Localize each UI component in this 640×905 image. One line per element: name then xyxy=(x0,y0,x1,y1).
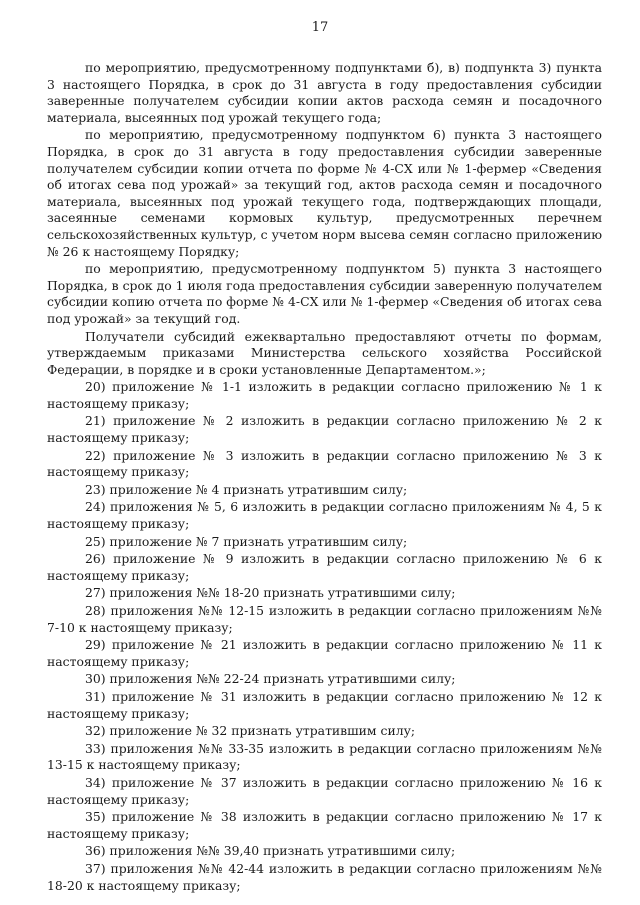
list-item-35: 35) приложение № 38 изложить в редакции согласно приложению № 17 к настоящему приказу; xyxy=(47,809,602,841)
list-item-20: 20) приложение № 1-1 изложить в редакции согласно приложению № 1 к настоящему приказу; xyxy=(47,379,602,411)
list-item-36: 36) приложения №№ 39,40 признать утратившими силу; xyxy=(85,843,456,859)
list-item-32: 32) приложение № 32 признать утратившим силу; xyxy=(85,723,416,739)
list-item-24: 24) приложения № 5, 6 изложить в редакции согласно приложениям № 4, 5 к настоящему приказу; xyxy=(47,499,602,532)
paragraph-2: по мероприятию, предусмотренному подпунктом 6) пункта 3 настоящего Порядка, в срок до 31 августа в году предоставления субсидии заверенные получателем субсидии копии отчета по форме № 4-СХ или № 1-фермер «Сведения об итогах сева под урожай» за текущий год, актов расхода семян и посадочного материала, высеянных под урожай текущего года, подтверждающих площади, засеянные семенами кормовых культур, предусмотренных перечнем сельскохозяйственных культур, с учетом норм высева семян согласно приложению № 26 к настоящему Порядку; xyxy=(47,127,602,259)
list-item-25: 25) приложение № 7 признать утратившим силу; xyxy=(85,533,408,549)
paragraph-1: по мероприятию, предусмотренному подпунктами б), в) подпункта 3) пункта 3 настоящего Порядка, в срок до 31 августа в году предоставления субсидии заверенные получателем субсидии копии актов расхода семян и посадочного материала, высеянных под урожай текущего года; xyxy=(47,60,602,125)
list-item-27: 27) приложения №№ 18-20 признать утратившими силу; xyxy=(85,585,456,601)
list-item-30: 30) приложения №№ 22-24 признать утратившими силу; xyxy=(85,671,456,687)
list-item-37: 37) приложения №№ 42-44 изложить в редакции согласно приложениям №№ 18-20 к настоящему приказу; xyxy=(47,860,602,893)
list-item-22: 22) приложение № 3 изложить в редакции согласно приложению № 3 к настоящему приказу; xyxy=(47,447,602,480)
list-item-31: 31) приложение № 31 изложить в редакции согласно приложению № 12 к настоящему приказу; xyxy=(47,688,602,721)
list-item-28: 28) приложения №№ 12-15 изложить в редакции согласно приложениям №№ 7-10 к настоящему приказу; xyxy=(47,603,602,635)
paragraph-3: по мероприятию, предусмотренному подпунктом 5) пункта 3 настоящего Порядка, в срок до 1 июля года предоставления субсидии заверенную получателем субсидии копию отчета по форме № 4-СХ или № 1-фермер «Сведения об итогах сева под урожай» за текущий год. xyxy=(47,261,602,326)
list-item-33: 33) приложения №№ 33-35 изложить в редакции согласно приложениям №№ 13-15 к настоящему приказу; xyxy=(47,740,602,773)
list-item-23: 23) приложение № 4 признать утратившим силу; xyxy=(85,481,408,497)
list-item-21: 21) приложение № 2 изложить в редакции согласно приложению № 2 к настоящему приказу; xyxy=(47,413,602,446)
page-number: 17 xyxy=(311,20,329,35)
list-item-34: 34) приложение № 37 изложить в редакции согласно приложению № 16 к настоящему приказу; xyxy=(47,774,602,807)
document-body xyxy=(47,60,602,895)
paragraph-4: Получатели субсидий ежеквартально предоставляют отчеты по формам, утверждаемым приказами Министерства сельского хозяйства Российской Федерации, в порядке и в сроки установленные Департаментом.»; xyxy=(47,328,602,377)
list-item-26: 26) приложение № 9 изложить в редакции согласно приложению № 6 к настоящему приказу; xyxy=(47,551,602,583)
list-item-29: 29) приложение № 21 изложить в редакции согласно приложению № 11 к настоящему приказу; xyxy=(47,637,602,669)
